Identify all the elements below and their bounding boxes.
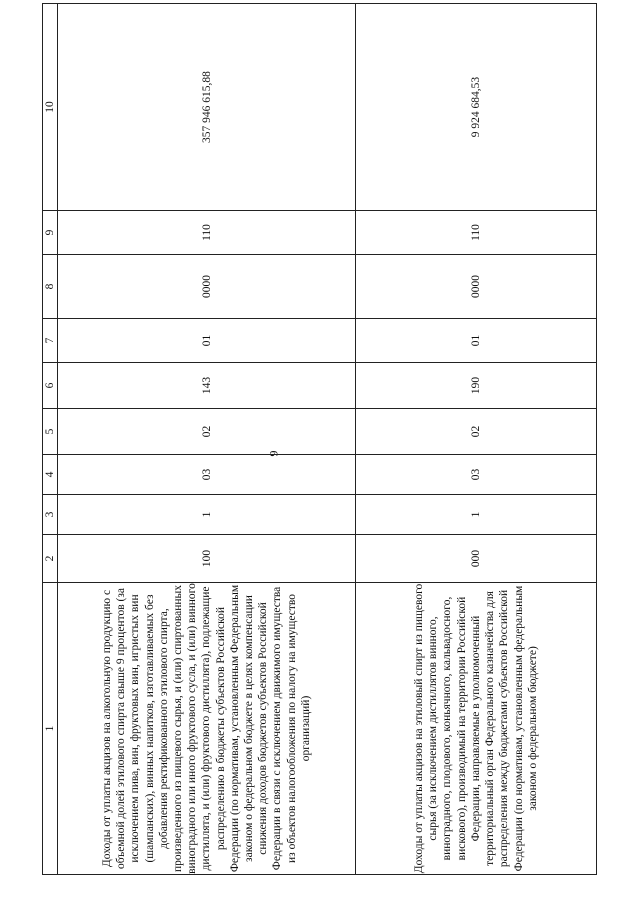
column-header: 5 bbox=[43, 409, 58, 455]
code-cell: 02 bbox=[356, 409, 597, 455]
code-cell: 02 bbox=[58, 409, 356, 455]
column-header: 2 bbox=[43, 535, 58, 583]
column-header: 7 bbox=[43, 319, 58, 363]
code-cell: 100 bbox=[58, 535, 356, 583]
code-cell: 1 bbox=[58, 495, 356, 535]
column-header: 10 bbox=[43, 4, 58, 211]
code-cell: 1 bbox=[356, 495, 597, 535]
code-cell: 110 bbox=[58, 211, 356, 255]
amount-cell: 357 946 615,88 bbox=[58, 4, 356, 211]
column-number-row bbox=[43, 4, 58, 875]
code-cell: 110 bbox=[356, 211, 597, 255]
table-row bbox=[356, 4, 597, 875]
rotated-table-wrapper bbox=[42, 44, 595, 875]
code-cell: 0000 bbox=[58, 255, 356, 319]
code-cell: 01 bbox=[356, 319, 597, 363]
column-header: 9 bbox=[43, 211, 58, 255]
amount-cell: 9 924 684,53 bbox=[356, 4, 597, 211]
column-header: 3 bbox=[43, 495, 58, 535]
code-cell: 03 bbox=[356, 455, 597, 495]
column-header: 8 bbox=[43, 255, 58, 319]
code-cell: 0000 bbox=[356, 255, 597, 319]
budget-revenue-table bbox=[42, 3, 597, 875]
column-header: 1 bbox=[43, 583, 58, 875]
code-cell: 03 bbox=[58, 455, 356, 495]
page-number: 9 bbox=[266, 450, 281, 457]
code-cell: 000 bbox=[356, 535, 597, 583]
table-row bbox=[58, 4, 356, 875]
code-cell: 190 bbox=[356, 363, 597, 409]
column-header: 4 bbox=[43, 455, 58, 495]
column-header: 6 bbox=[43, 363, 58, 409]
code-cell: 01 bbox=[58, 319, 356, 363]
code-cell: 143 bbox=[58, 363, 356, 409]
row-description: Доходы от уплаты акцизов на этиловый спирт из пищевого сырья (за исключением дистиллятов винного, виноградного, плодового, коньячного, кальвадосного, вискового), производимый на территории Российской Федерации, направляемые в уполномоченный территориальный орган Федерального казначейства для распределения между бюджетами субъектов Российской Федерации (по нормативам, установленным федеральным законом о федеральном бюджете) bbox=[356, 583, 597, 875]
row-description: Доходы от уплаты акцизов на алкогольную продукцию с объемной долей этилового спирта свыше 9 процентов (за исключением пива, вин, фруктовых вин, игристых вин (шампанских), винных напитков, изготавливаемых без добавления ректификованного этилового спирта, произведенного из пищевого сырья, и (или) спиртованных виноградного или иного фруктового сусла, и (или) винного дистиллята, и (или) фруктового дистиллята), подлежащие распределению в бюджеты субъектов Российской Федерации (по нормативам, установленным Федеральным законом о федеральном бюджете в целях компенсации снижения доходов бюджетов субъектов Российской Федерации в связи с исключением движимого имущества из объектов налогообложения по налогу на имущество организаций) bbox=[58, 583, 356, 875]
